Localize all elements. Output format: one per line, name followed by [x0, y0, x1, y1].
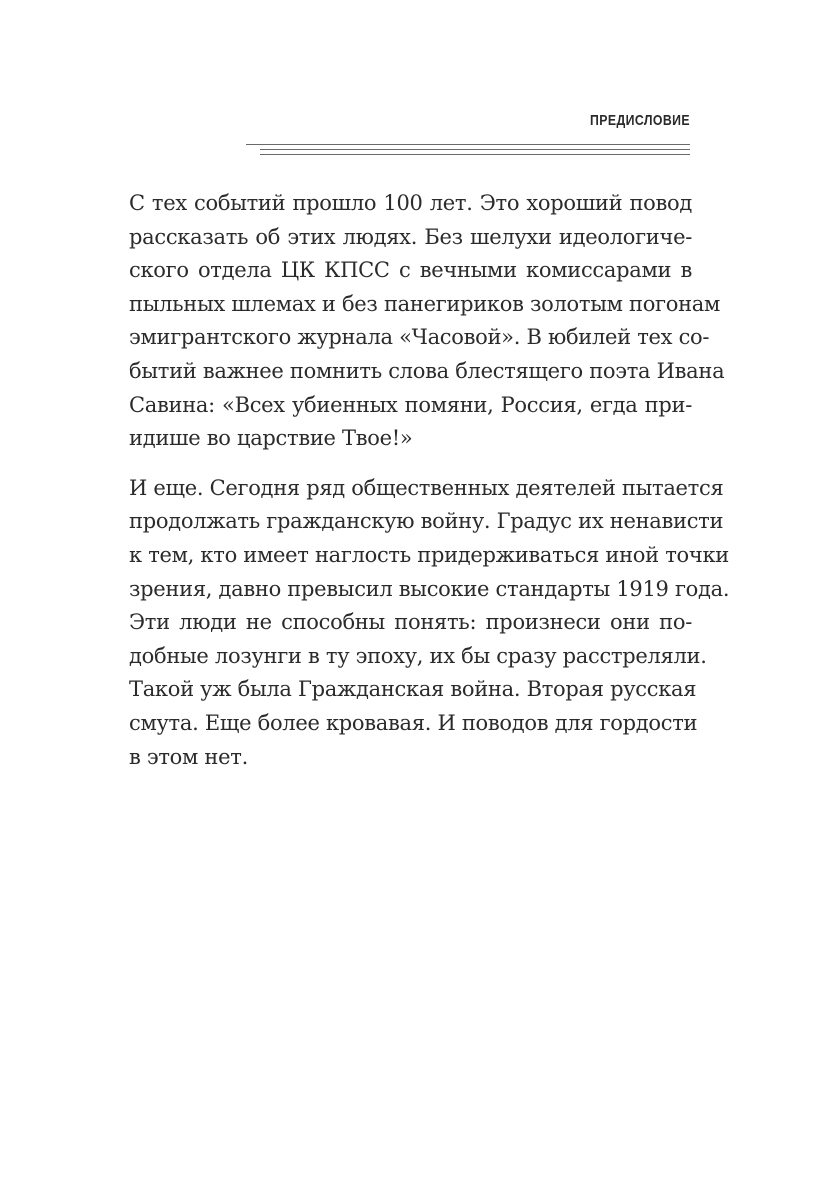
- text-line: Такой уж была Гражданская война. Вторая русская: [129, 677, 697, 702]
- header-rule: [246, 144, 690, 158]
- header-rule-line: [246, 144, 690, 145]
- text-line: рассказать об этих людях. Без шелухи идеологиче-: [129, 224, 692, 249]
- text-line: к тем, кто имеет наглость придерживаться иной точки: [129, 542, 729, 567]
- body-text: [129, 187, 730, 774]
- text-line: ского отдела ЦК КПСС с вечными комиссарами в: [129, 258, 692, 283]
- text-line: продолжать гражданскую войну. Градус их ненависти: [129, 509, 724, 534]
- header-rule-line: [260, 154, 690, 155]
- text-line: смута. Еще более кровавая. И поводов для гордости: [129, 710, 698, 735]
- paragraph: [129, 187, 725, 456]
- text-line: Савина: «Всех убиенных помяни, Россия, егда при-: [129, 392, 692, 417]
- text-line: добные лозунги в ту эпоху, их бы сразу расстреляли.: [129, 643, 707, 668]
- text-line: бытий важнее помнить слова блестящего поэта Ивана: [129, 358, 725, 383]
- text-line: зрения, давно превысил высокие стандарты 1919 года.: [129, 576, 730, 601]
- text-line: эмигрантского журнала «Часовой». В юбилей тех со-: [129, 325, 710, 350]
- text-line: Эти люди не способны понять: произнеси они по-: [129, 610, 692, 635]
- paragraph: [129, 472, 730, 774]
- header-rule-line: [260, 149, 690, 150]
- text-line: пыльных шлемах и без панегириков золотым погонам: [129, 291, 721, 316]
- text-line: идише во царствие Твое!»: [129, 426, 413, 451]
- text-line: в этом нет.: [129, 744, 248, 769]
- text-line: С тех событий прошло 100 лет. Это хороший повод: [129, 191, 692, 215]
- text-line: И еще. Сегодня ряд общественных деятелей пытается: [129, 475, 724, 500]
- running-head: ПРЕДИСЛОВИЕ: [589, 112, 690, 129]
